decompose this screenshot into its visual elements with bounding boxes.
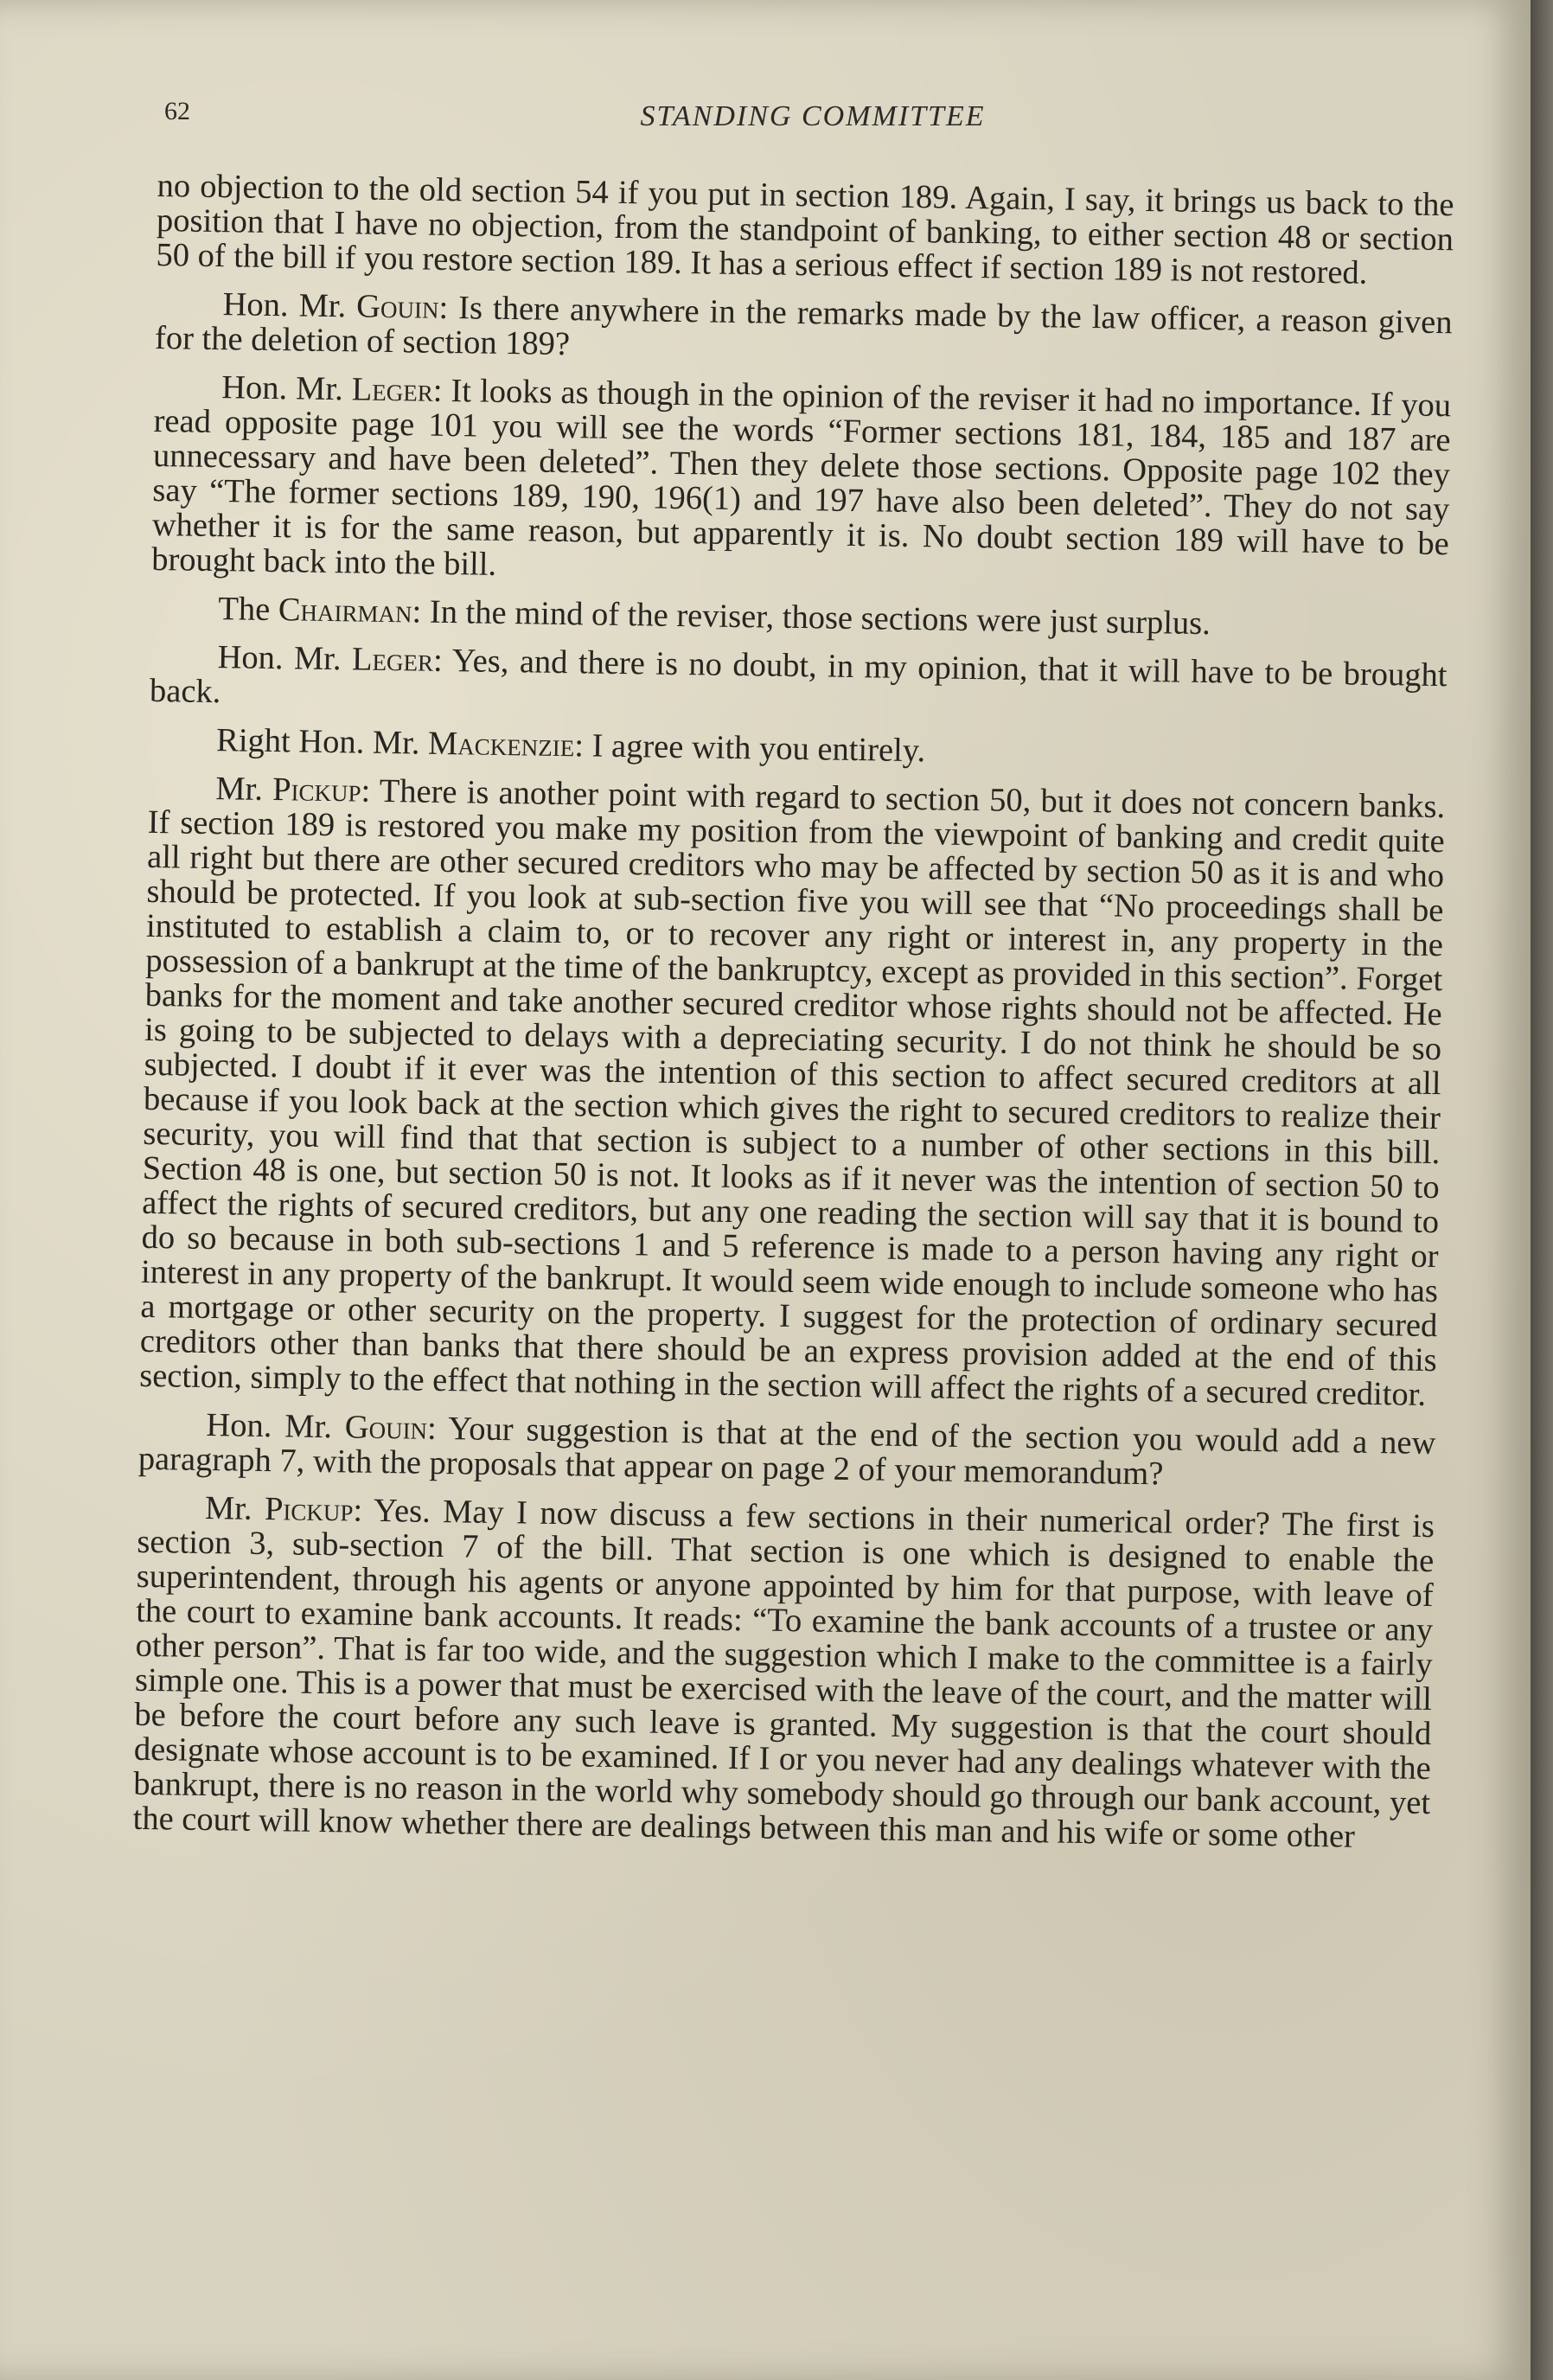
paragraph-text: : I agree with you entirely.: [573, 727, 926, 770]
paragraph-text: : In the mind of the reviser, those sections were just surplus.: [412, 593, 1211, 643]
page-header: [164, 97, 1461, 149]
paragraph-continued: [156, 169, 1454, 291]
speaker-title: Hon. Mr.: [220, 369, 353, 408]
speaker-title: Hon. Mr.: [222, 286, 357, 325]
paragraph-pickup-section-50: [139, 771, 1446, 1412]
speaker-name: Gouin: [344, 1409, 428, 1447]
paragraph-leger-reply: [151, 369, 1451, 596]
page-number: 62: [164, 97, 190, 125]
speaker-name: Leger: [351, 641, 434, 679]
paragraph-text: no objection to the old section 54 if you put in section 189. Again, I say, it brings us back to the position that I have no objection, from the standpoint of banking, to either section 48 or section 50 of the bill if you restore section 189. It has a serious effect if section 189 is not restored.: [156, 168, 1454, 291]
running-title: STANDING COMMITTEE: [640, 100, 986, 132]
paragraph-text: : Your suggestion is that at the end of the section you would add a new paragraph 7, with the proposals that appear on page 2 of your memorandum?: [137, 1410, 1436, 1493]
paragraph-text: : Yes, and there is no doubt, in my opinion, that it will have to be brought back.: [149, 642, 1448, 711]
paragraph-chairman: [150, 591, 1448, 644]
paragraph-gouin-suggestion: [138, 1407, 1436, 1495]
speaker-title: Right Hon. Mr.: [215, 722, 429, 762]
paragraph-gouin-question: [155, 286, 1453, 374]
speaker-title: Mr.: [215, 771, 273, 809]
paragraph-pickup-section-3: [132, 1490, 1435, 1855]
paragraph-leger-agree: [150, 639, 1448, 727]
body-text: [132, 169, 1454, 1869]
speaker-name: Chairman: [278, 592, 412, 630]
paragraph-text: : Yes. May I now discuss a few sections in their numerical order? The first is section 3, sub-section 7 of the bill. That section is one which is designed to enable the superintendent, through his agents or anyone appointed by him for that purpose, with leave of the court to examine bank accounts. It reads: “To examine the bank accounts of a trustee or any other person”. That is far too wide, and the suggestion which I make to the committee is a fairly simple one. This is a power that must be exercised with the leave of the court, and the matter will be before the court before any such leave is granted. My suggestion is that the court should designate whose account is to be examined. If I or you never had any dealings whatever with the bankrupt, there is no reason in the world why somebody should go through our bank account, yet the court will know whether there are dealings between this man and his wife or some other: [132, 1492, 1435, 1855]
paragraph-text: : It looks as though in the opinion of the reviser it had no importance. If you read opposite page 101 you will see the words “Former sections 181, 184, 185 and 187 are unnecessary and have been deleted”. Then they delete those sections. Opposite page 102 they say “The former sections 189, 190, 196(1) and 197 have also been deleted”. They do not say whether it is for the same reason, but apparently it is. No doubt section 189 will have to be brought back into the bill.: [150, 372, 1452, 583]
speaker-title: Hon. Mr.: [206, 1406, 346, 1446]
speaker-title: The: [218, 591, 279, 629]
paragraph-text: : Is there anywhere in the remarks made by the law officer, a reason given for the deletion of section 189?: [154, 289, 1453, 363]
speaker-title: Hon. Mr.: [217, 639, 353, 678]
book-spine-shadow: [1531, 0, 1553, 2380]
speaker-name: Pickup: [264, 1491, 354, 1529]
speaker-name: Mackenzie: [427, 725, 575, 765]
speaker-title: Mr.: [204, 1489, 265, 1528]
speaker-name: Leger: [351, 371, 434, 409]
paragraph-text: : There is another point with regard to section 50, but it does not concern banks. If section 189 is restored you make my position from the viewpoint of banking and credit quite all right but there are other secured creditors who may be affected by section 50 as it is and who should be protected. If you look at sub-section five you will see that “No proceedings shall be instituted to establish a claim to, or to recover any right or interest in, any property in the possession of a bankrupt at the time of the bankruptcy, except as provided in this section”. Forget banks for the moment and take another secured creditor whose rights should not be affected. He is going to be subjected to delays with a depreciating security. I do not think he should be so subjected. I doubt if it ever was the intention of this section to affect secured creditors at all because if you look back at the section which gives the right to secured creditors to realize their security, you will find that that section is subject to a number of other sections in this bill. Section 48 is one, but section 50 is not. It looks as if it never was the intention of section 50 to affect the rights of secured creditors, but any one reading the section will say that it is bound to do so because in both sub-sections 1 and 5 reference is made to a person having any right or interest in any property of the bankrupt. It would seem wide enough to include someone who has a mortgage or other security on the property. I suggest for the protection of ordinary secured creditors other than banks that there should be an express provision added at the end of this section, simply to the effect that nothing in the section will affect the rights of a secured creditor.: [138, 772, 1446, 1413]
paragraph-mackenzie: [149, 722, 1446, 776]
speaker-name: Gouin: [355, 288, 439, 326]
speaker-name: Pickup: [272, 771, 361, 809]
